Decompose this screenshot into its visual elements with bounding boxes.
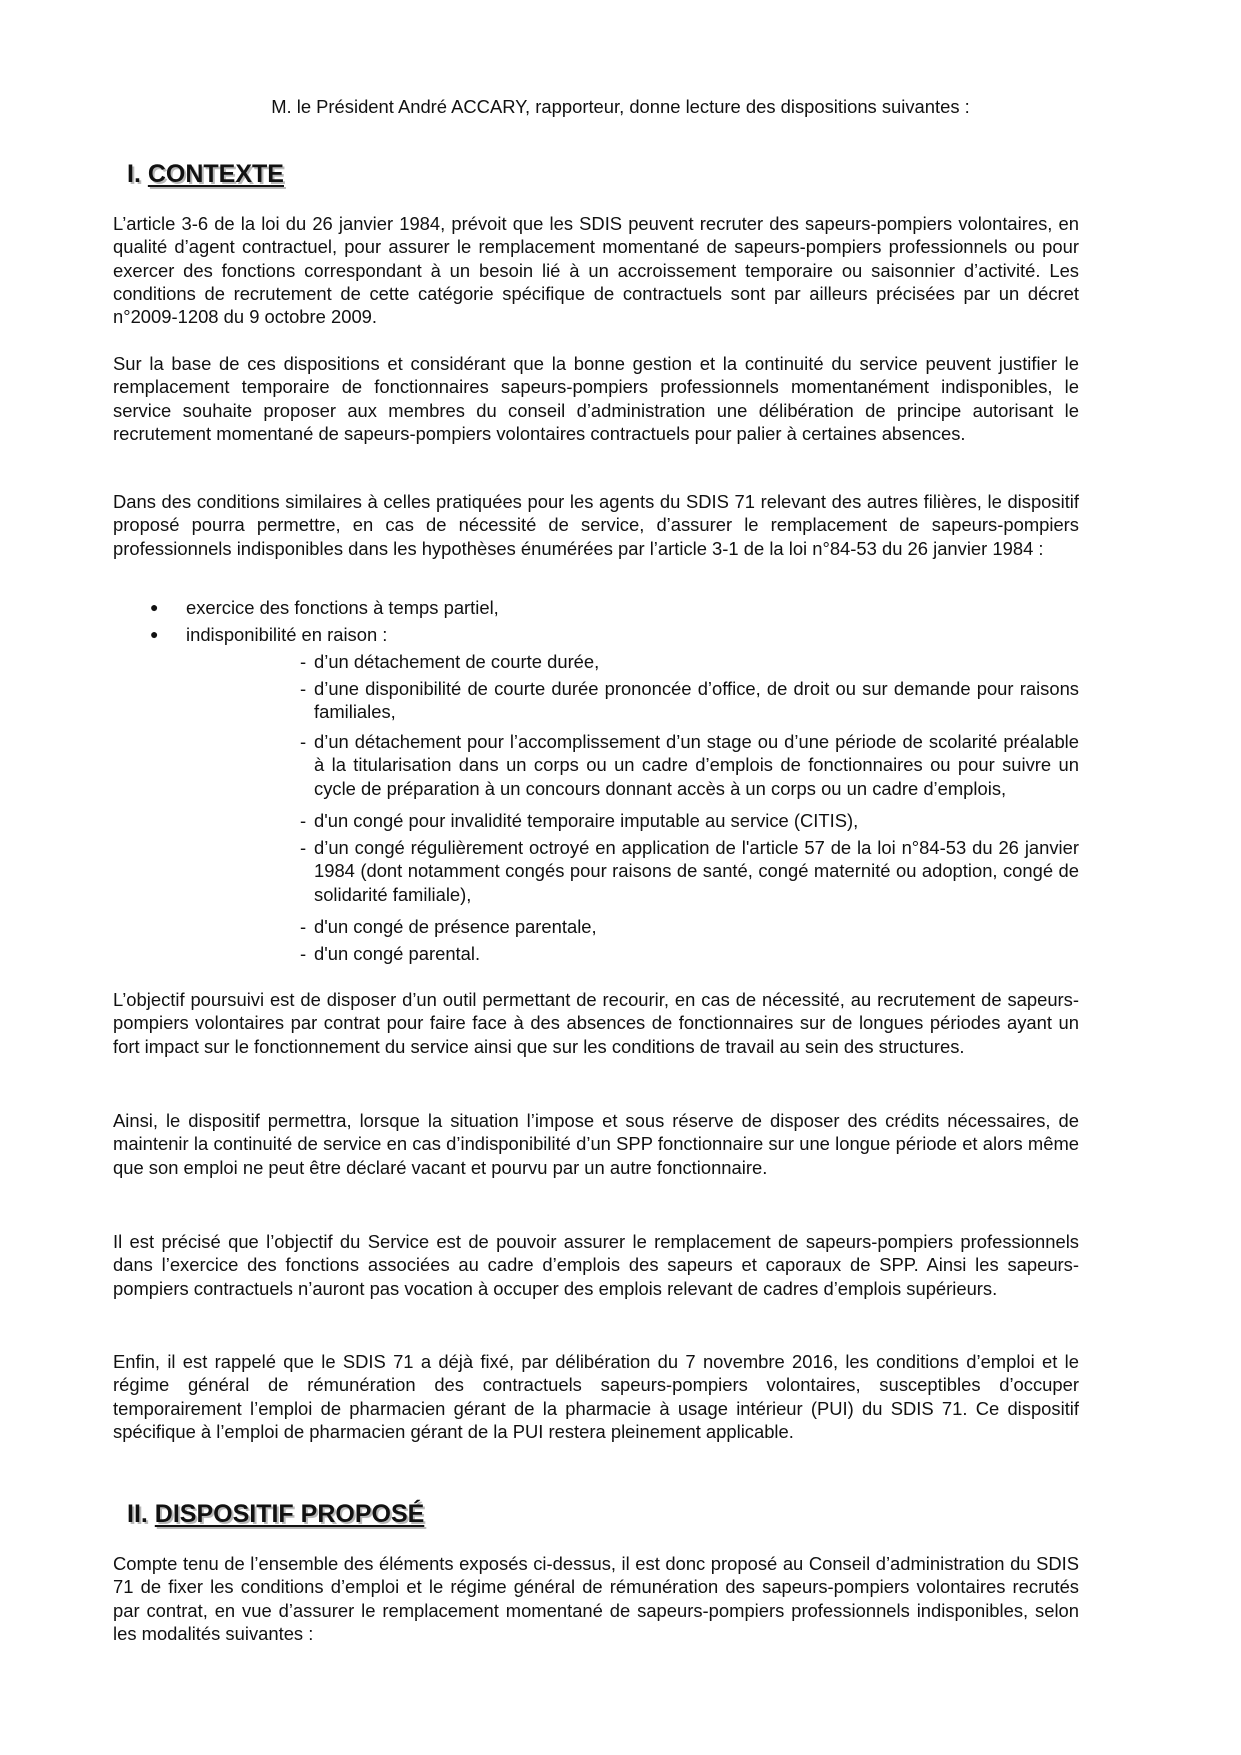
dash-marker: - — [300, 678, 307, 699]
paragraph — [113, 988, 1079, 1058]
sub-list-item-text: d'un congé de présence parentale, — [314, 916, 597, 937]
dash-marker: - — [300, 837, 307, 858]
sub-list-item-text: d’un détachement pour l’accomplissement d’un stage ou d’une période de scolarité préalable à la titularisation dans un corps ou un cadre d’emplois de fonctionnaires ou pour suivre un cycle de préparation à un concours donnant accès à un corps ou un cadre d’emplois, — [314, 731, 1079, 799]
section-title: CONTEXTE — [147, 160, 284, 188]
paragraph-text: Ainsi, le dispositif permettra, lorsque la situation l’impose et sous réserve de disposer des crédits nécessaires, de maintenir la continuité de service en cas d’indisponibilité d’un SPP fonctionnaire sur une longue période et alors même que son emploi ne peut être déclaré vacant et pourvu par un autre fonctionnaire. — [113, 1110, 1079, 1178]
paragraph-text: Enfin, il est rappelé que le SDIS 71 a déjà fixé, par délibération du 7 novembre 2016, les conditions d’emploi et le régime général de rémunération des contractuels sapeurs-pompiers volontaires, susceptibles d’occuper temporairement l’emploi de pharmacien gérant de la pharmacie à usage intérieur (PUI) du SDIS 71. Ce dispositif spécifique à l’emploi de pharmacien gérant de la PUI restera pleinement applicable. — [113, 1351, 1079, 1442]
list-item — [113, 623, 1079, 650]
dash-marker: - — [300, 651, 307, 672]
paragraph — [113, 352, 1079, 445]
paragraph-text: Il est précisé que l’objectif du Service est de pouvoir assurer le remplacement de sapeurs-pompiers professionnels dans l’exercice des fonctions associées au cadre d’emplois des sapeurs et caporaux de SPP. Ainsi les sapeurs-pompiers contractuels n’auront pas vocation à occuper des emplois relevant de cadres d’emplois supérieurs. — [113, 1231, 1079, 1299]
paragraph-text: Compte tenu de l’ensemble des éléments exposés ci-dessus, il est donc proposé au Conseil d’administration du SDIS 71 de fixer les conditions d’emploi et le régime général de rémunération des sapeurs-pompiers volontaires recrutés par contrat, en vue d’assurer le remplacement momentané de sapeurs-pompiers professionnels indisponibles, selon les modalités suivantes : — [113, 1553, 1079, 1644]
paragraph — [113, 1109, 1079, 1179]
sub-list-item — [113, 677, 1079, 730]
paragraph-text: Sur la base de ces dispositions et considérant que la bonne gestion et la continuité du service peuvent justifier le remplacement temporaire de fonctionnaires sapeurs-pompiers professionnels momentanément indisponibles, le service souhaite proposer aux membres du conseil d’administration une délibération de principe autorisant le recrutement momentané de sapeurs-pompiers volontaires contractuels pour palier à certaines absences. — [113, 353, 1079, 444]
section-number: I. — [127, 160, 141, 188]
sub-list-item — [113, 650, 1079, 677]
paragraph-text: L’article 3-6 de la loi du 26 janvier 1984, prévoit que les SDIS peuvent recruter des sapeurs-pompiers volontaires, en qualité d’agent contractuel, pour assurer le remplacement momentané de sapeurs-pompiers professionnels ou pour exercer des fonctions correspondant à un besoin lié à un accroissement temporaire ou saisonnier d’activité. Les conditions de recrutement de cette catégorie spécifique de contractuels sont par ailleurs précisées par un décret n°2009-1208 du 9 octobre 2009. — [113, 213, 1079, 328]
dash-marker: - — [300, 810, 307, 831]
sub-list-item — [113, 836, 1079, 915]
paragraph-text: Dans des conditions similaires à celles pratiquées pour les agents du SDIS 71 relevant des autres filières, le dispositif proposé pourra permettre, en cas de nécessité de service, d’assurer le remplacement de sapeurs-pompiers professionnels indisponibles dans les hypothèses énumérées par l’article 3-1 de la loi n°84-53 du 26 janvier 1984 : — [113, 491, 1079, 559]
sub-list-item — [113, 915, 1079, 942]
dash-marker: - — [300, 916, 307, 937]
bullet-icon: ● — [150, 599, 159, 615]
sub-list-item — [113, 809, 1079, 836]
section-number: II. — [127, 1500, 148, 1528]
paragraph — [113, 1350, 1079, 1443]
sub-list-item-text: d’une disponibilité de courte durée prononcée d’office, de droit ou sur demande pour raisons familiales, — [314, 678, 1079, 723]
sub-list-item-text: d’un congé régulièrement octroyé en application de l'article 57 de la loi n°84-53 du 26 janvier 1984 (dont notamment congés pour raisons de santé, congé maternité ou adoption, congé de solidarité familiale), — [314, 837, 1079, 905]
paragraph — [113, 490, 1079, 560]
paragraph-text: L’objectif poursuivi est de disposer d’un outil permettant de recourir, en cas de nécessité, au recrutement de sapeurs-pompiers volontaires par contrat pour faire face à des absences de fonctionnaires sur de longues périodes ayant un fort impact sur le fonctionnement du service ainsi que sur les conditions de travail au sein des structures. — [113, 989, 1079, 1057]
list-item-text: exercice des fonctions à temps partiel, — [186, 597, 499, 618]
intro-line: M. le Président André ACCARY, rapporteur, donne lecture des dispositions suivantes : — [271, 96, 970, 117]
bullet-list — [113, 596, 1079, 650]
bullet-icon: ● — [150, 626, 159, 642]
list-item-text: indisponibilité en raison : — [186, 624, 388, 645]
list-item — [113, 596, 1079, 623]
paragraph — [113, 1552, 1079, 1645]
paragraph — [113, 1230, 1079, 1300]
sub-list-item — [113, 730, 1079, 809]
section-heading-contexte — [127, 159, 284, 189]
sub-list-item — [113, 942, 1079, 969]
dash-marker: - — [300, 731, 307, 752]
sub-list-item-text: d'un congé pour invalidité temporaire imputable au service (CITIS), — [314, 810, 859, 831]
sub-list-item-text: d’un détachement de courte durée, — [314, 651, 600, 672]
dash-marker: - — [300, 943, 307, 964]
paragraph — [113, 212, 1079, 328]
section-title: DISPOSITIF PROPOSÉ — [154, 1500, 425, 1528]
section-heading-dispositif — [127, 1499, 424, 1529]
sub-list-item-text: d'un congé parental. — [314, 943, 481, 964]
sub-list — [113, 650, 1079, 969]
